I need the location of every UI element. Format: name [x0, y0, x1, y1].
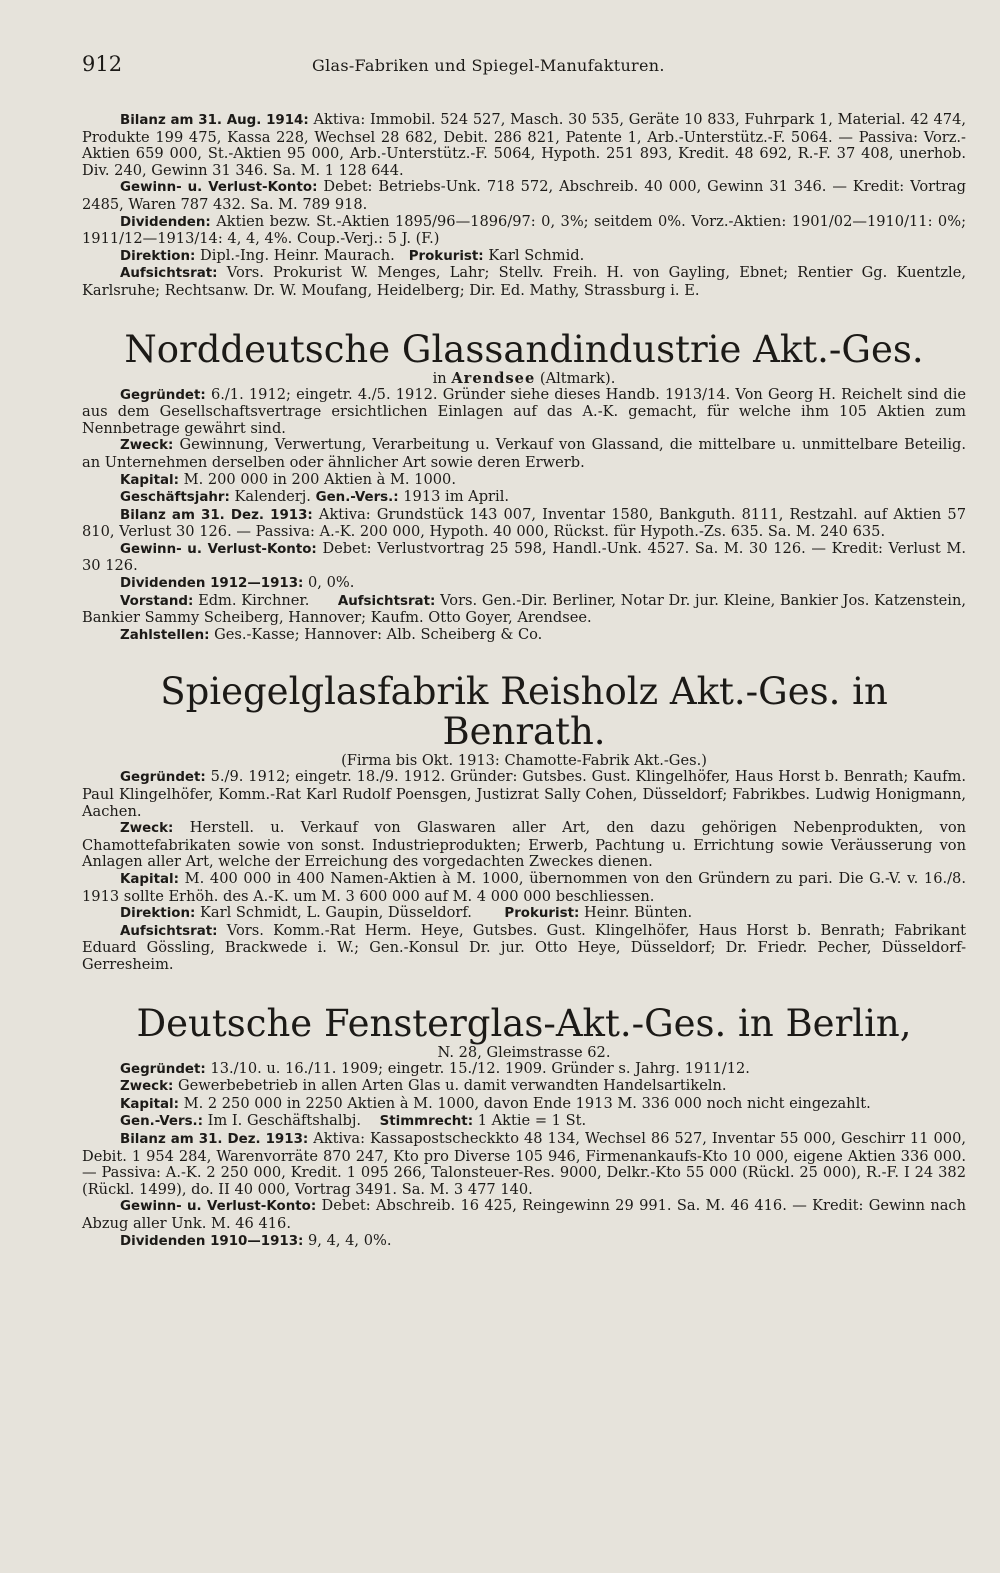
entry-text: Aktiva: Immobil. 524 527, Masch. 30 535, Geräte 10 833, Fuhrpark 1, Material. 42 474, Produkte 199 475, Kassa 228, Wechsel 28 682, Debit. 286 821, Patente 1, Arb.-Unterstütz.-F. 5064. — Passiva: Vorz.-Aktien 659 000, St.-Aktien 95 000, Arb.-Unterstütz.-F. 5064, Hypoth. 251 893, Kredit. 48 692, R.-F. 37 408, unerhob. Div. 240, Gewinn 31 346. Sa. M. 1 128 644.: [82, 111, 966, 179]
dividends-paragraph: [82, 214, 966, 248]
dividends-paragraph: [82, 575, 966, 593]
entry-label: Aufsichtsrat:: [337, 593, 436, 609]
entry-text: Edm. Kirchner.: [198, 591, 310, 609]
entry-label: Prokurist:: [408, 248, 484, 264]
entry-text: Debet: Betriebs-Unk. 718 572, Abschreib. 40 000, Gewinn 31 346. — Kredit: Vortrag 2485, Waren 787 432. Sa. M. 789 918.: [82, 178, 966, 213]
supervisory-board-paragraph: [82, 923, 966, 974]
management-paragraph: [82, 248, 966, 266]
entry-text: Ges.-Kasse; Hannover: Alb. Scheiberg & Co.: [214, 625, 543, 643]
fiscal-year-paragraph: [82, 489, 966, 507]
entry-text: 9, 4, 4, 0%.: [308, 1231, 392, 1249]
entry-label: Gewinn- u. Verlust-Konto:: [120, 541, 317, 557]
entry-text: Heinr. Bünten.: [584, 904, 693, 922]
entry-text: Vors. Prokurist W. Menges, Lahr; Stellv. Freih. H. von Gayling, Ebnet; Rentier Gg. Kuentzle, Karlsruhe; Rechtsanw. Dr. W. Moufang, Heidelberg; Dir. Ed. Mathy, Strassburg i. E.: [82, 264, 966, 299]
previous-company-entry: [82, 112, 966, 300]
entry-text: 1913 im April.: [403, 488, 510, 506]
board-paragraph: [82, 593, 966, 627]
entry-label: Bilanz am 31. Dez. 1913:: [120, 507, 313, 523]
company-address: N. 28, Gleimstrasse 62.: [437, 1043, 611, 1061]
company-entry-deutsche-fensterglas: [82, 1001, 967, 1251]
paying-agents-paragraph: [82, 627, 966, 645]
entry-label: Kapital:: [120, 1096, 179, 1112]
balance-paragraph: [82, 1131, 966, 1198]
company-entry-norddeutsche: [82, 327, 967, 645]
entry-label: Gen.-Vers.:: [315, 490, 399, 506]
entry-text: Gewerbebetrieb in allen Arten Glas u. damit verwandten Handelsartikeln.: [178, 1077, 727, 1095]
entry-label: Zweck:: [120, 438, 174, 454]
location-city: Arendsee: [451, 369, 536, 387]
entry-label: Dividenden 1912—1913:: [120, 576, 304, 592]
entry-label: Gegründet:: [120, 770, 206, 786]
management-paragraph: [82, 905, 966, 923]
company-location: [82, 370, 966, 387]
founded-paragraph: [82, 769, 966, 820]
purpose-paragraph: [82, 437, 966, 471]
entry-label: Gen.-Vers.:: [120, 1114, 204, 1130]
balance-paragraph: [82, 112, 966, 179]
entry-text: Debet: Verlustvortrag 25 598, Handl.-Unk. 4527. Sa. M. 30 126. — Kredit: Verlust M. 30 126.: [82, 539, 966, 575]
company-title: Norddeutsche Glassandindustrie Akt.-Ges.: [124, 327, 924, 371]
entry-label: Bilanz am 31. Aug. 1914:: [120, 113, 309, 128]
purpose-paragraph: [82, 1078, 966, 1096]
entry-text: M. 400 000 in 400 Namen-Aktien à M. 1000, übernommen von den Gründern zu pari. Die G.-V. v. 16./8. 1913 sollte Erhöh. des A.-K. um M. 3 600 000 auf M. 4 000 000 beschliessen.: [82, 870, 966, 905]
balance-paragraph: [82, 507, 966, 541]
entry-label: Gewinn- u. Verlust-Konto:: [120, 1199, 317, 1215]
profit-loss-paragraph: [82, 179, 966, 213]
entry-text: 13./10. u. 16./11. 1909; eingetr. 15./12. 1909. Gründer s. Jahrg. 1911/12.: [210, 1059, 750, 1077]
entry-label: Prokurist:: [504, 906, 580, 922]
entry-text: Gewinnung, Verwertung, Verarbeitung u. Verkauf von Glassand, die mittelbare u. unmittelbare Beteilig. an Unternehmen derselben oder ähnlicher Art sowie deren Erwerb.: [82, 436, 966, 471]
entry-text: Herstell. u. Verkauf von Glaswaren aller Art, den dazu gehörigen Nebenprodukten, von Chamottefabrikaten sowie von sonst. Industrieprodukten; Erwerb, Pachtung u. Errichtung sowie Veräusserung von Anlagen aller Art, welche der Erreichung des vorgedachten Zweckes dienen.: [82, 819, 967, 871]
entry-label: Dividenden:: [120, 214, 211, 230]
entry-label: Stimmrecht:: [379, 1114, 474, 1130]
entry-label: Gegründet:: [120, 1061, 206, 1077]
entry-label: Zahlstellen:: [120, 627, 210, 643]
entry-text: Dipl.-Ing. Heinr. Maurach.: [200, 246, 395, 264]
founded-paragraph: [82, 387, 966, 438]
company-former-name: (Firma bis Okt. 1913: Chamotte-Fabrik Akt.-Ges.): [341, 752, 707, 770]
capital-paragraph: [82, 472, 966, 490]
capital-paragraph: [82, 871, 966, 905]
entry-text: Aktien bezw. St.-Aktien 1895/96—1896/97: 0, 3%; seitdem 0%. Vorz.-Aktien: 1901/02—1910/11: 0%; 1911/12—1913/14: 4, 4, 4%. Coup.-Verj.: 5 J. (F.): [82, 212, 967, 248]
entry-text: Karl Schmid.: [488, 246, 585, 264]
entry-label: Gegründet:: [120, 387, 206, 403]
entry-text: Aktiva: Kassapostscheckkto 48 134, Wechsel 86 527, Inventar 55 000, Geschirr 11 000, Debit. 1 954 284, Warenvorräte 870 247, Kto pro Diverse 105 946, Firmenankaufs-Kto 10 000, eigene Aktien 336 000. — Passiva: A.-K. 2 250 000, Kredit. 1 095 266, Talonsteuer-Res. 9000, Delkr.-Kto 55 000 (Rückl. 25 000), R.-F. I 24 382 (Rückl. 1499), do. II 40 000, Vortrag 3491. Sa. M. 3 477 140.: [82, 1129, 966, 1198]
founded-paragraph: [82, 1061, 966, 1079]
entry-label: Kapital:: [120, 872, 179, 887]
entry-text: 5./9. 1912; eingetr. 18./9. 1912. Gründer: Gutsbes. Gust. Klingelhöfer, Haus Horst b. Benrath; Kaufm. Paul Klingelhöfer, Komm.-Rat Karl Rudolf Poensgen, Justizrat Sally Cohen, Düsseldorf; Fabrikbes. Ludwig Honigmann, Aachen.: [82, 768, 966, 820]
dividends-paragraph: [82, 1233, 966, 1251]
entry-text: Kalenderj.: [234, 488, 311, 506]
entry-text: 0, 0%.: [308, 574, 355, 592]
running-head: [82, 52, 966, 76]
profit-loss-paragraph: [82, 1198, 966, 1232]
entry-text: 6./1. 1912; eingetr. 4./5. 1912. Gründer siehe dieses Handb. 1913/14. Von Georg H. Reichelt sind die aus dem Gesellschaftsvertrage ersichtlichen Einlagen auf das A.-K. gemacht, für welche ihm 105 Aktien zum Nennbetrage gewährt sind.: [82, 385, 967, 437]
company-title: Deutsche Fensterglas-Akt.-Ges. in Berlin,: [136, 1001, 912, 1045]
entry-label: Zweck:: [120, 1079, 174, 1095]
entry-text: M. 2 250 000 in 2250 Aktien à M. 1000, davon Ende 1913 M. 336 000 noch nicht eingezahlt.: [183, 1094, 871, 1112]
entry-text: Debet: Abschreib. 16 425, Reingewinn 29 991. Sa. M. 46 416. — Kredit: Gewinn nach Abzug aller Unk. M. 46 416.: [82, 1197, 967, 1232]
entry-label: Gewinn- u. Verlust-Konto:: [120, 180, 318, 196]
page-number: 912: [82, 52, 123, 76]
entry-label: Kapital:: [120, 472, 179, 488]
entry-text: Im I. Geschäftshalbj.: [207, 1112, 362, 1130]
entry-label: Aufsichtsrat:: [120, 923, 218, 939]
entry-label: Direktion:: [120, 906, 196, 922]
location-suffix: (Altmark).: [539, 369, 616, 387]
company-title: Spiegelglasfabrik Reisholz Akt.-Ges. in Benrath.: [160, 670, 888, 754]
profit-loss-paragraph: [82, 541, 966, 575]
company-entry-spiegelglasfabrik: [82, 672, 966, 973]
entry-label: Zweck:: [120, 821, 174, 837]
purpose-paragraph: [82, 820, 966, 871]
entry-label: Geschäftsjahr:: [120, 490, 230, 506]
entry-text: Karl Schmidt, L. Gaupin, Düsseldorf.: [200, 904, 472, 922]
entry-label: Vorstand:: [120, 593, 194, 609]
running-title: Glas-Fabriken und Spiegel-Manufakturen.: [312, 56, 665, 75]
entry-text: M. 200 000 in 200 Aktien à M. 1000.: [183, 470, 456, 488]
capital-paragraph: [82, 1096, 966, 1114]
entry-label: Bilanz am 31. Dez. 1913:: [120, 1131, 309, 1147]
entry-label: Direktion:: [120, 248, 196, 264]
supervisory-board-paragraph: [82, 265, 966, 299]
location-prefix: in: [432, 369, 447, 387]
entry-text: Vors. Gen.-Dir. Berliner, Notar Dr. jur. Kleine, Bankier Jos. Katzenstein, Bankier Sammy Scheiberg, Hannover; Kaufm. Otto Goyer, Arendsee.: [82, 591, 967, 627]
entry-label: Dividenden 1910—1913:: [120, 1233, 304, 1249]
entry-text: Aktiva: Grundstück 143 007, Inventar 1580, Bankguth. 8111, Restzahl. auf Aktien 57 810, Verlust 30 126. — Passiva: A.-K. 200 000, Hypoth. 40 000, Rückst. für Hypoth.-Zs. 635. Sa. M. 240 635.: [82, 505, 966, 541]
entry-text: 1 Aktie = 1 St.: [477, 1112, 587, 1130]
general-meeting-paragraph: [82, 1113, 966, 1131]
entry-text: Vors. Komm.-Rat Herm. Heye, Gutsbes. Gust. Klingelhöfer, Haus Horst b. Benrath; Fabrikant Eduard Gössling, Brackwede i. W.; Gen.-Konsul Dr. jur. Otto Heye, Düsseldorf; Dr. Friedr. Pecher, Düsseldorf-Gerresheim.: [82, 921, 966, 973]
entry-label: Aufsichtsrat:: [120, 266, 218, 282]
